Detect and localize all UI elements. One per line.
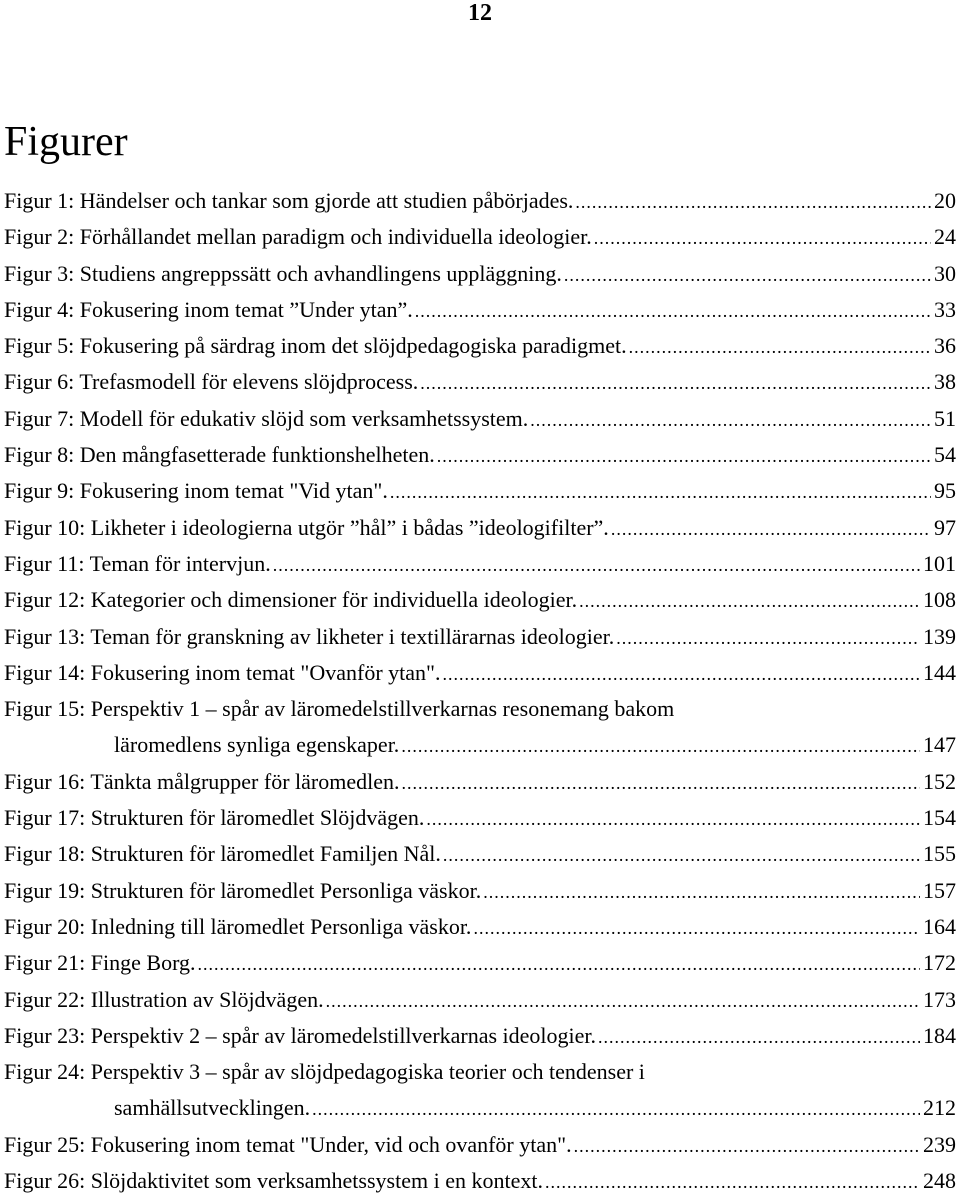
- toc-entry-page: 139: [923, 623, 956, 649]
- toc-entry-title: Figur 4: Fokusering inom temat ”Under ytan”.: [4, 296, 413, 322]
- toc-entry-title: Figur 20: Inledning till läromedlet Personliga väskor.: [4, 913, 472, 939]
- toc-entry-page: 97: [934, 514, 956, 540]
- toc-entry-title: Figur 23: Perspektiv 2 – spår av läromedelstillverkarnas ideologier.: [4, 1022, 597, 1048]
- toc-entry-title: Figur 1: Händelser och tankar som gjorde att studien påbörjades.: [4, 188, 574, 213]
- toc-entry-page: 173: [923, 986, 956, 1012]
- page-number: 12: [468, 0, 492, 26]
- dot-leader: [594, 220, 931, 256]
- dot-leader: [443, 837, 920, 873]
- toc-entry: [4, 655, 956, 691]
- toc-entry-title: Figur 9: Fokusering inom temat "Vid ytan".: [4, 478, 388, 504]
- page-title: Figurer: [4, 119, 128, 166]
- dot-leader: [545, 1164, 920, 1200]
- dot-leader: [437, 438, 931, 474]
- toc-entry: [4, 219, 956, 255]
- toc-entry-page: 172: [923, 950, 956, 976]
- toc-entry-page: 147: [923, 732, 956, 758]
- dot-leader: [575, 184, 931, 220]
- toc-entry-title: Figur 15: Perspektiv 1 – spår av läromedelstillverkarnas resonemang bakom: [4, 696, 675, 722]
- toc-entry-page: 248: [923, 1168, 956, 1194]
- toc-entry: [4, 836, 956, 872]
- toc-entry-page: 144: [923, 659, 956, 685]
- dot-leader: [312, 1091, 920, 1127]
- toc-entry: [4, 1018, 956, 1054]
- toc-entry: [4, 401, 956, 437]
- toc-entry-page: 108: [923, 587, 956, 613]
- dot-leader: [420, 365, 931, 401]
- dot-leader: [629, 329, 931, 365]
- toc-entry-title: Figur 2: Förhållandet mellan paradigm och individuella ideologier.: [4, 224, 592, 250]
- toc-entry-title: läromedlens synliga egenskaper.: [114, 732, 400, 758]
- toc-entry-page: 20: [934, 188, 956, 213]
- toc-entry-title: samhällsutvecklingen.: [114, 1095, 311, 1121]
- toc-entry-continuation: [4, 1090, 956, 1126]
- dot-leader: [326, 983, 920, 1019]
- toc-entry-page: 154: [923, 805, 956, 831]
- dot-leader: [483, 874, 920, 910]
- toc-entry: [4, 619, 956, 655]
- toc-entry-page: 101: [923, 550, 956, 576]
- dot-leader: [401, 728, 920, 764]
- toc-entry-title: Figur 19: Strukturen för läromedlet Personliga väskor.: [4, 877, 482, 903]
- toc-entry-title: Figur 26: Slöjdaktivitet som verksamhetssystem i en kontext.: [4, 1168, 543, 1194]
- toc-entry-page: 155: [923, 841, 956, 867]
- toc-entry-page: 239: [923, 1131, 956, 1157]
- dot-leader: [415, 293, 931, 329]
- toc-entry: [4, 982, 956, 1018]
- toc-entry-title: Figur 5: Fokusering på särdrag inom det slöjdpedagogiska paradigmet.: [4, 333, 627, 359]
- toc-entry-title: Figur 6: Trefasmodell för elevens slöjdprocess.: [4, 369, 419, 395]
- toc-entry-page: 24: [934, 224, 956, 250]
- toc-entry-page: 164: [923, 913, 956, 939]
- toc-entry: [4, 546, 956, 582]
- dot-leader: [574, 1128, 920, 1164]
- toc-entry-title: Figur 21: Finge Borg.: [4, 950, 196, 976]
- dot-leader: [198, 946, 920, 982]
- toc-entry-page: 95: [934, 478, 956, 504]
- toc-entry: [4, 292, 956, 328]
- dot-leader: [598, 1019, 920, 1055]
- toc-entry-title: Figur 16: Tänkta målgrupper för läromedlen.: [4, 768, 400, 794]
- toc-entry-page: 51: [934, 405, 956, 431]
- dot-leader: [426, 801, 920, 837]
- toc-entry-title: Figur 3: Studiens angreppssätt och avhandlingens uppläggning.: [4, 260, 562, 286]
- toc-entry: [4, 691, 956, 727]
- dot-leader: [443, 656, 920, 692]
- toc-entry: [4, 582, 956, 618]
- toc-entry-page: 30: [934, 260, 956, 286]
- toc-entry-title: Figur 7: Modell för edukativ slöjd som verksamhetssystem.: [4, 405, 529, 431]
- toc-entry-page: 184: [923, 1022, 956, 1048]
- toc-entry-title: Figur 8: Den mångfasetterade funktionshelheten.: [4, 442, 435, 468]
- dot-leader: [579, 583, 920, 619]
- toc-entry: [4, 945, 956, 981]
- toc-entry-continuation: [4, 727, 956, 763]
- toc-entry: [4, 1054, 956, 1090]
- toc-entry: [4, 909, 956, 945]
- toc-entry: [4, 510, 956, 546]
- dot-leader: [473, 910, 920, 946]
- toc-entry: [4, 328, 956, 364]
- toc-entry-page: 152: [923, 768, 956, 794]
- list-of-figures: [4, 183, 956, 1199]
- toc-entry-page: 36: [934, 333, 956, 359]
- toc-entry: [4, 364, 956, 400]
- toc-entry: [4, 473, 956, 509]
- toc-entry-title: Figur 18: Strukturen för läromedlet Familjen Nål.: [4, 841, 441, 867]
- toc-entry-page: 157: [923, 877, 956, 903]
- toc-entry-page: 33: [934, 296, 956, 322]
- toc-entry-page: 54: [934, 442, 956, 468]
- dot-leader: [564, 257, 931, 293]
- dot-leader: [611, 511, 931, 547]
- toc-entry: [4, 437, 956, 473]
- toc-entry: [4, 873, 956, 909]
- dot-leader: [390, 474, 931, 510]
- dot-leader: [401, 765, 920, 801]
- toc-entry-title: Figur 10: Likheter i ideologierna utgör ”hål” i bådas ”ideologifilter”.: [4, 514, 609, 540]
- toc-entry: [4, 256, 956, 292]
- toc-entry: [4, 183, 956, 219]
- toc-entry: [4, 764, 956, 800]
- toc-entry-page: 38: [934, 369, 956, 395]
- dot-leader: [530, 402, 931, 438]
- toc-entry: [4, 1127, 956, 1163]
- toc-entry-page: 212: [923, 1095, 956, 1121]
- toc-entry-title: Figur 12: Kategorier och dimensioner för individuella ideologier.: [4, 587, 578, 613]
- dot-leader: [273, 547, 920, 583]
- toc-entry: [4, 1163, 956, 1199]
- toc-entry-title: Figur 22: Illustration av Slöjdvägen.: [4, 986, 324, 1012]
- toc-entry-title: Figur 13: Teman för granskning av likheter i textillärarnas ideologier.: [4, 623, 615, 649]
- toc-entry-title: Figur 11: Teman för intervjun.: [4, 550, 271, 576]
- toc-entry: [4, 800, 956, 836]
- toc-entry-title: Figur 14: Fokusering inom temat "Ovanför ytan".: [4, 659, 441, 685]
- toc-entry-title: Figur 17: Strukturen för läromedlet Slöjdvägen.: [4, 805, 425, 831]
- dot-leader: [616, 620, 920, 656]
- toc-entry-title: Figur 24: Perspektiv 3 – spår av slöjdpedagogiska teorier och tendenser i: [4, 1059, 645, 1085]
- toc-entry-title: Figur 25: Fokusering inom temat "Under, vid och ovanför ytan".: [4, 1131, 572, 1157]
